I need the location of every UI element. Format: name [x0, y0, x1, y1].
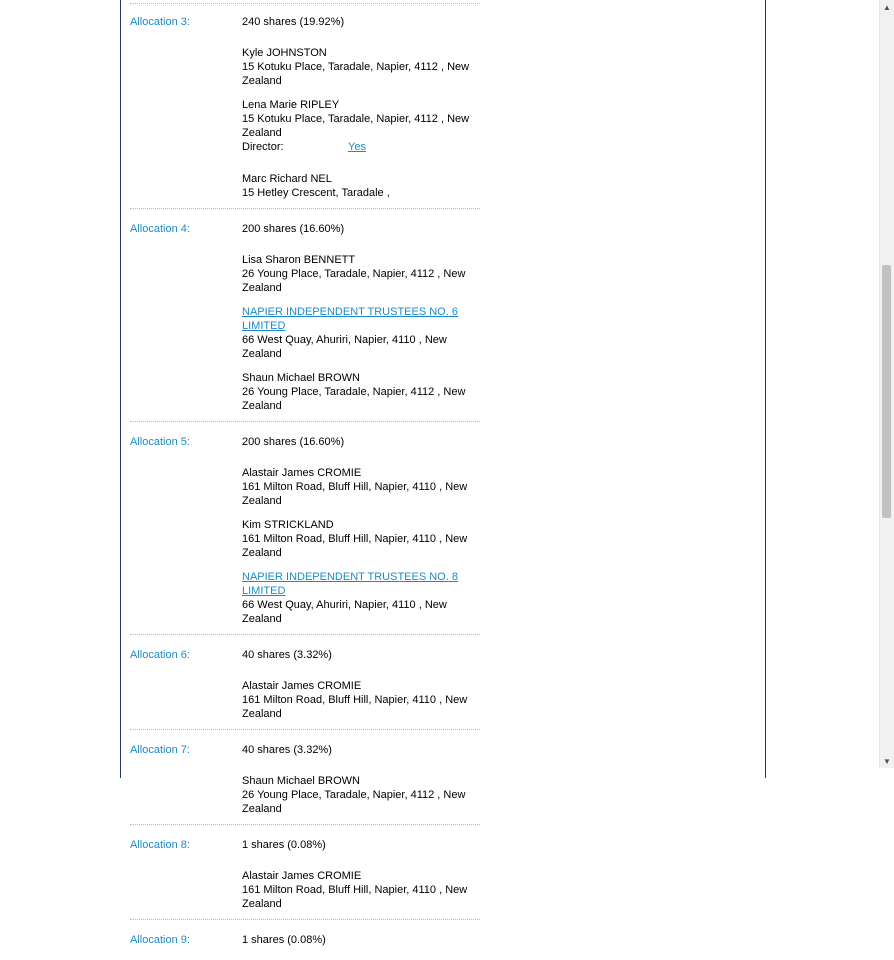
- holder: [242, 869, 480, 911]
- holder: [242, 305, 480, 361]
- scrollbar-thumb[interactable]: [882, 265, 891, 518]
- trustee-company-link[interactable]: NAPIER INDEPENDENT TRUSTEES NO. 8 LIMITED: [242, 571, 458, 597]
- holder-list: [242, 46, 480, 208]
- allocation-shares: 240 shares (19.92%): [242, 16, 345, 28]
- holder-address: 26 Young Place, Taradale, Napier, 4112 , New Zealand: [242, 268, 466, 294]
- holder-address: 15 Kotuku Place, Taradale, Napier, 4112 , New Zealand: [242, 113, 470, 139]
- holder-address: 161 Milton Road, Bluff Hill, Napier, 4110 , New Zealand: [242, 884, 468, 910]
- allocation-row: [130, 209, 480, 422]
- allocation-label: Allocation 6:: [130, 649, 190, 661]
- holder-list: [242, 253, 480, 421]
- holder-list: [242, 679, 480, 729]
- holder-address: 66 West Quay, Ahuriri, Napier, 4110 , New Zealand: [242, 599, 447, 625]
- allocation-row: [130, 422, 480, 635]
- director-yes-link[interactable]: Yes: [348, 141, 366, 153]
- holder: [242, 466, 480, 508]
- holder-address: 161 Milton Road, Bluff Hill, Napier, 4110 , New Zealand: [242, 694, 468, 720]
- holder-name: Lisa Sharon BENNETT: [242, 254, 356, 266]
- holder-name: Kyle JOHNSTON: [242, 47, 327, 59]
- triangle-up-icon[interactable]: ▲: [883, 2, 891, 12]
- allocation-label: Allocation 8:: [130, 839, 190, 851]
- allocation-list: [130, 2, 480, 960]
- holder-name: Alastair James CROMIE: [242, 467, 362, 479]
- holder-list: [242, 774, 480, 824]
- allocation-label: Allocation 7:: [130, 744, 190, 756]
- holder-list: [242, 466, 480, 634]
- allocation-shares: 1 shares (0.08%): [242, 839, 326, 851]
- allocation-shares: 40 shares (3.32%): [242, 649, 332, 661]
- allocation-label: Allocation 4:: [130, 223, 190, 235]
- allocation-shares: 200 shares (16.60%): [242, 223, 345, 235]
- holder: [242, 371, 480, 413]
- triangle-down-icon[interactable]: ▼: [883, 756, 891, 766]
- allocation-label: Allocation 9:: [130, 934, 190, 946]
- holder-name: Kim STRICKLAND: [242, 519, 334, 531]
- director-row: [242, 140, 480, 154]
- trustee-company-link[interactable]: NAPIER INDEPENDENT TRUSTEES NO. 6 LIMITED: [242, 306, 458, 332]
- allocation-row: [130, 2, 480, 209]
- holder: [242, 98, 480, 154]
- holder: [242, 46, 480, 88]
- holder-name: Lena Marie RIPLEY: [242, 99, 340, 111]
- holder-address: 26 Young Place, Taradale, Napier, 4112 , New Zealand: [242, 789, 466, 815]
- holder-name: Alastair James CROMIE: [242, 870, 362, 882]
- holder-address: 26 Young Place, Taradale, Napier, 4112 , New Zealand: [242, 386, 466, 412]
- holder-address: 15 Kotuku Place, Taradale, Napier, 4112 , New Zealand: [242, 61, 470, 87]
- director-label: Director:: [242, 141, 284, 153]
- holder-name: Alastair James CROMIE: [242, 680, 362, 692]
- holder-address: 15 Hetley Crescent, Taradale ,: [242, 187, 390, 199]
- allocation-row: [130, 635, 480, 730]
- holder: [242, 172, 480, 200]
- allocation-row: [130, 920, 480, 960]
- content-panel: [120, 0, 766, 946]
- holder: [242, 570, 480, 626]
- vertical-scrollbar[interactable]: [879, 0, 894, 768]
- holder-name: Shaun Michael BROWN: [242, 372, 360, 384]
- holder: [242, 518, 480, 560]
- allocation-shares: 1 shares (0.08%): [242, 934, 326, 946]
- holder-address: 66 West Quay, Ahuriri, Napier, 4110 , New Zealand: [242, 334, 447, 360]
- holder: [242, 679, 480, 721]
- allocation-row: [130, 730, 480, 825]
- allocation-label: Allocation 5:: [130, 436, 190, 448]
- holder: [242, 253, 480, 295]
- holder-address: 161 Milton Road, Bluff Hill, Napier, 4110 , New Zealand: [242, 533, 468, 559]
- holder-list: [242, 869, 480, 919]
- allocation-shares: 40 shares (3.32%): [242, 744, 332, 756]
- holder-name: Shaun Michael BROWN: [242, 775, 360, 787]
- holder-name: Marc Richard NEL: [242, 173, 332, 185]
- allocation-shares: 200 shares (16.60%): [242, 436, 345, 448]
- holder: [242, 774, 480, 816]
- holder-address: 161 Milton Road, Bluff Hill, Napier, 4110 , New Zealand: [242, 481, 468, 507]
- allocation-label: Allocation 3:: [130, 16, 190, 28]
- allocation-row: [130, 825, 480, 920]
